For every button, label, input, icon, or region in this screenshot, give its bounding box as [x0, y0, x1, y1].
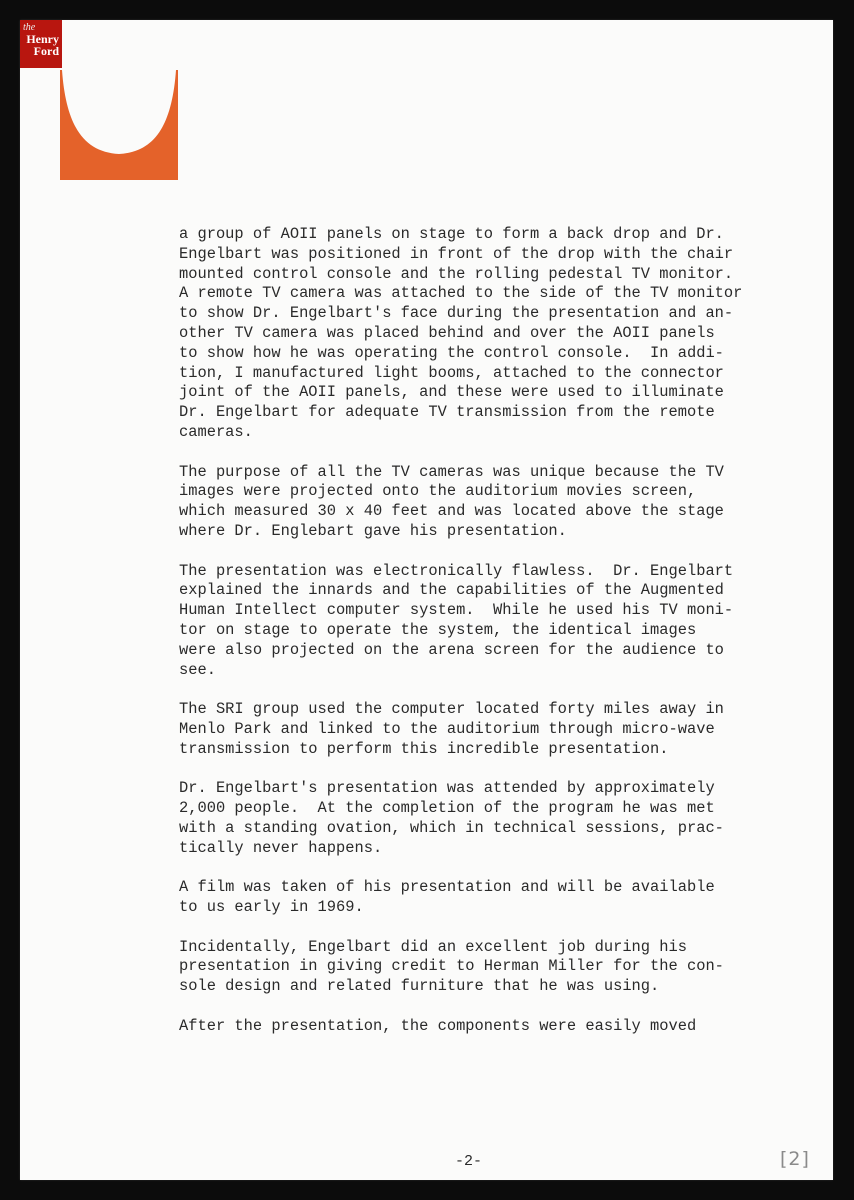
watermark-the: the: [23, 22, 36, 33]
paragraph-tv-cameras: The purpose of all the TV cameras was unique because the TV images were projected onto the auditorium movies screen, which measured 30 x 40 feet and was located above the stage where Dr. Englebart gave his presentation.: [179, 462, 724, 540]
paragraph-film: A film was taken of his presentation and will be available to us early in 1969.: [179, 878, 715, 917]
watermark-henry: Henry: [26, 32, 59, 46]
henry-ford-watermark: [20, 20, 62, 68]
herman-miller-logo-icon: [60, 70, 178, 180]
paragraph-stage-setup: a group of AOII panels on stage to form a back drop and Dr. Engelbart was positioned in front of the drop with the chair mounted control console and the rolling pedestal TV monitor. A remote TV camera was attached to the side of the TV monitor to show Dr. Engelbart's face during the presentation and an- other TV camera was placed behind and over the AOII panels to show how he was operating the control console. In addi- tion, I manufactured light booms, attached to the connector joint of the AOII panels, and these were used to illuminate Dr. Engelbart for adequate TV transmission from the remote cameras.: [179, 225, 743, 441]
paragraph-sri-group: The SRI group used the computer located forty miles away in Menlo Park and linked to the auditorium through micro-wave transmission to perform this incredible presentation.: [179, 700, 724, 758]
document-page: [20, 20, 833, 1180]
paragraph-credit: Incidentally, Engelbart did an excellent job during his presentation in giving credit to Herman Miller for the con- sole design and related furniture that he was using.: [179, 937, 724, 996]
paragraph-attendance: Dr. Engelbart's presentation was attended by approximately 2,000 people. At the completion of the program he was met with a standing ovation, which in technical sessions, prac- tically never happens.: [179, 779, 724, 857]
letter-body: [179, 225, 839, 1056]
watermark-ford: Ford: [33, 44, 59, 58]
paragraph-after: After the presentation, the components were easily moved: [179, 1016, 697, 1035]
handwritten-page-note: [2]: [780, 1148, 810, 1170]
paragraph-presentation: The presentation was electronically flawless. Dr. Engelbart explained the innards and the capabilities of the Augmented Human Intellect computer system. While he used his TV moni- tor on stage to operate the system, the identical images were also projected on the arena screen for the audience to see.: [179, 561, 734, 679]
page-number: -2-: [455, 1153, 483, 1170]
